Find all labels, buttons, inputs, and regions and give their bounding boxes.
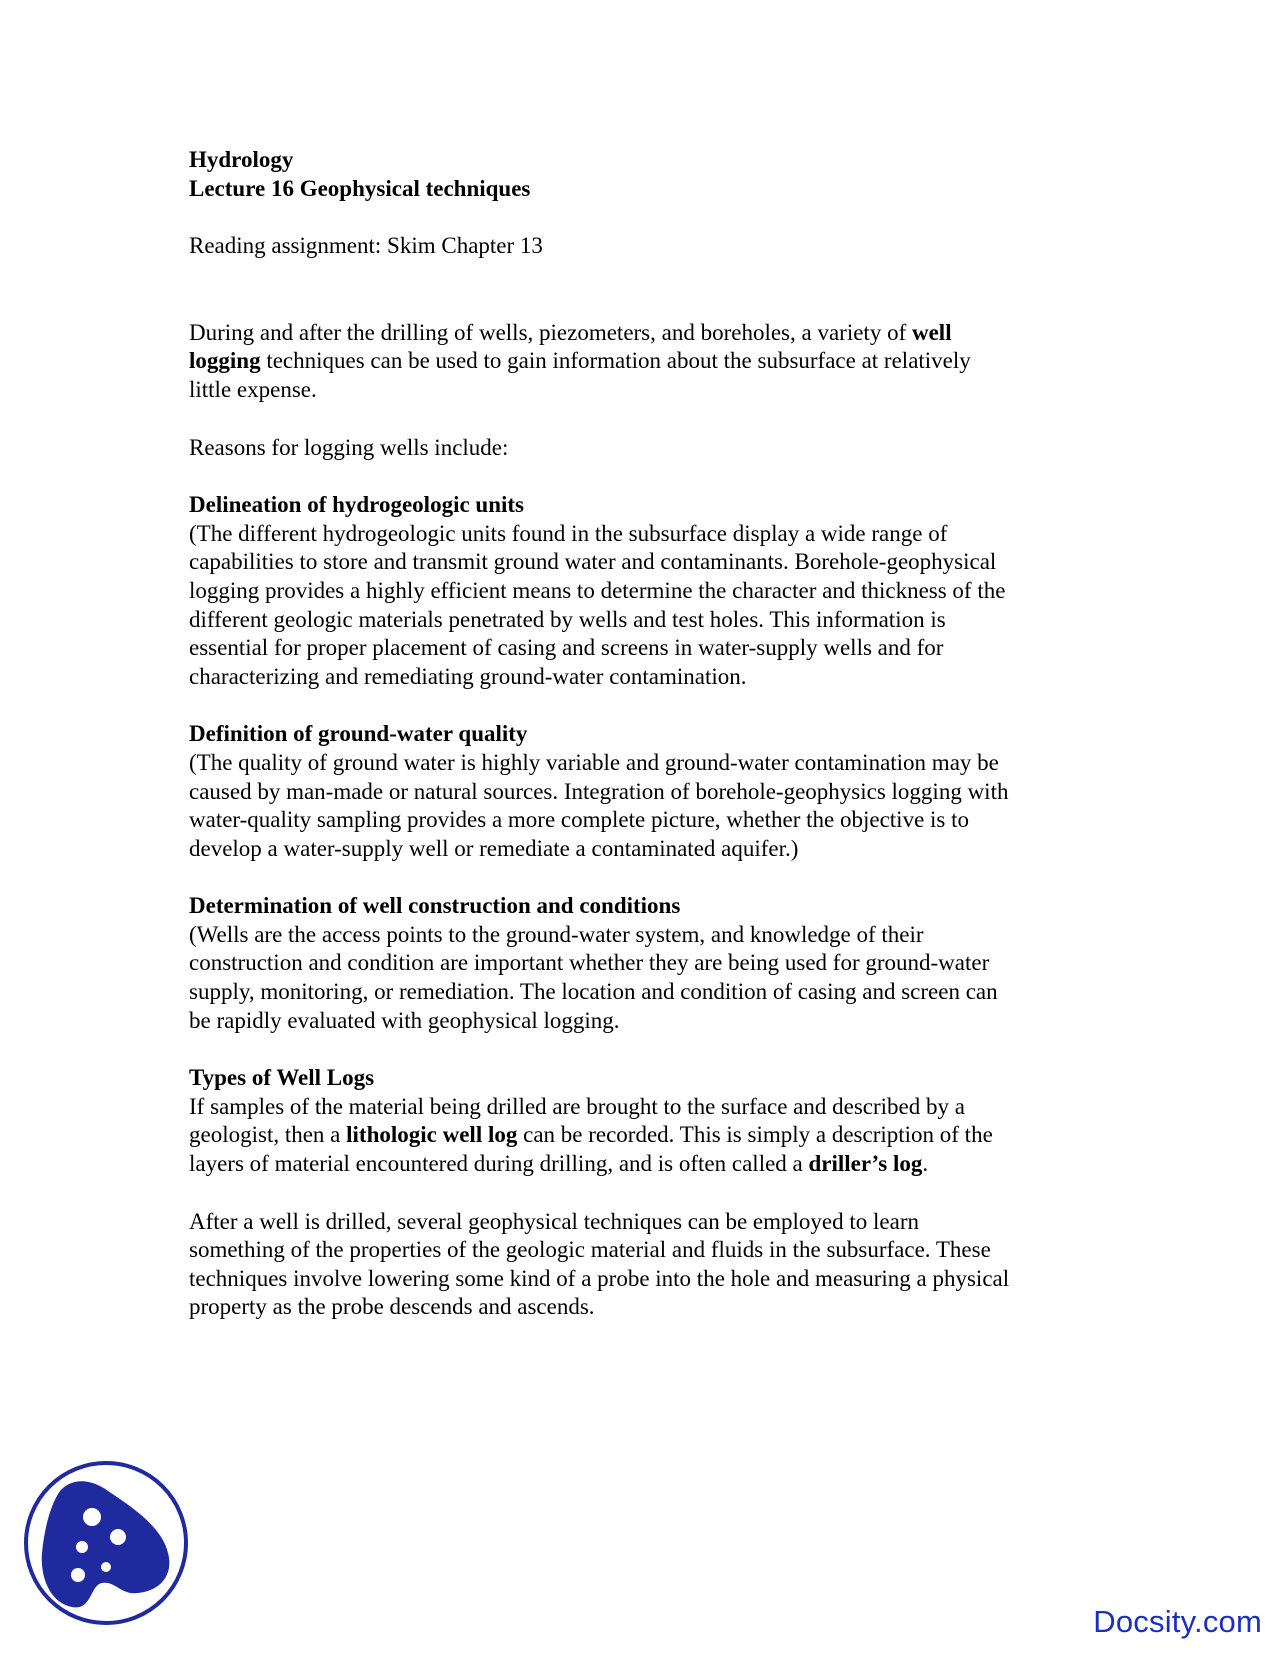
section-well-construction: Determination of well construction and conditions (Wells are the access points to the ground-water system, and knowledge of their construction and condition are important whether they are being used for ground-water supply, monitoring, or remediation. The location and condition of casing and screen can be rapidly evaluated with geophysical logging. — [189, 892, 1089, 1035]
document-page — [189, 146, 1089, 1322]
reading-assignment: Reading assignment: Skim Chapter 13 — [189, 233, 543, 259]
intro-paragraph: During and after the drilling of wells, piezometers, and boreholes, a variety of well logging techniques can be used to gain information about the subsurface at relatively little expense. — [189, 319, 971, 402]
term-well-logging: well — [911, 319, 952, 345]
docsity-logo-icon — [20, 1457, 192, 1629]
section-heading: Determination of well construction and conditions — [189, 893, 681, 919]
section-delineation: Delineation of hydrogeologic units (The different hydrogeologic units found in the subsurface display a wide range of capabilities to store and transmit ground water and contaminants. Borehole-geophysical logging provides a highly efficient means to determine the character and thickness of the different geologic materials penetrated by wells and test holes. This information is essential for proper placement of casing and screens in water-supply wells and for characterizing and remediating ground-water contamination. — [189, 491, 1089, 691]
docsity-watermark: Docsity.com — [1093, 1604, 1262, 1639]
term-lithologic-well-log: lithologic well log — [346, 1122, 518, 1148]
reasons-intro: Reasons for logging wells include: — [189, 434, 509, 460]
closing-paragraph: After a well is drilled, several geophysical techniques can be employed to learn something of the properties of the geologic material and fluids in the subsurface. These techniques involve lowering some kind of a probe into the hole and measuring a physical property as the probe descends and ascends. — [189, 1208, 1010, 1320]
lecture-title: Lecture 16 Geophysical techniques — [189, 175, 531, 201]
term-drillers-log: driller’s log — [808, 1151, 923, 1177]
course-title: Hydrology — [189, 147, 294, 172]
section-heading: Types of Well Logs — [189, 1065, 375, 1091]
section-heading: Delineation of hydrogeologic units — [189, 492, 525, 518]
section-water-quality: Definition of ground-water quality (The quality of ground water is highly variable and ground-water contamination may be caused by man-made or natural sources. Integration of borehole-geophysics logging with water-quality sampling provides a more complete picture, whether the objective is to develop a water-supply well or remediate a contaminated aquifer.) — [189, 720, 1089, 863]
section-types-of-well-logs: Types of Well Logs If samples of the material being drilled are brought to the surface and described by a geologist, then a lithologic well log can be recorded. This is simply a description of the layers of material encountered during drilling, and is often called a driller’s log. — [189, 1064, 1089, 1178]
section-heading: Definition of ground-water quality — [189, 721, 528, 747]
